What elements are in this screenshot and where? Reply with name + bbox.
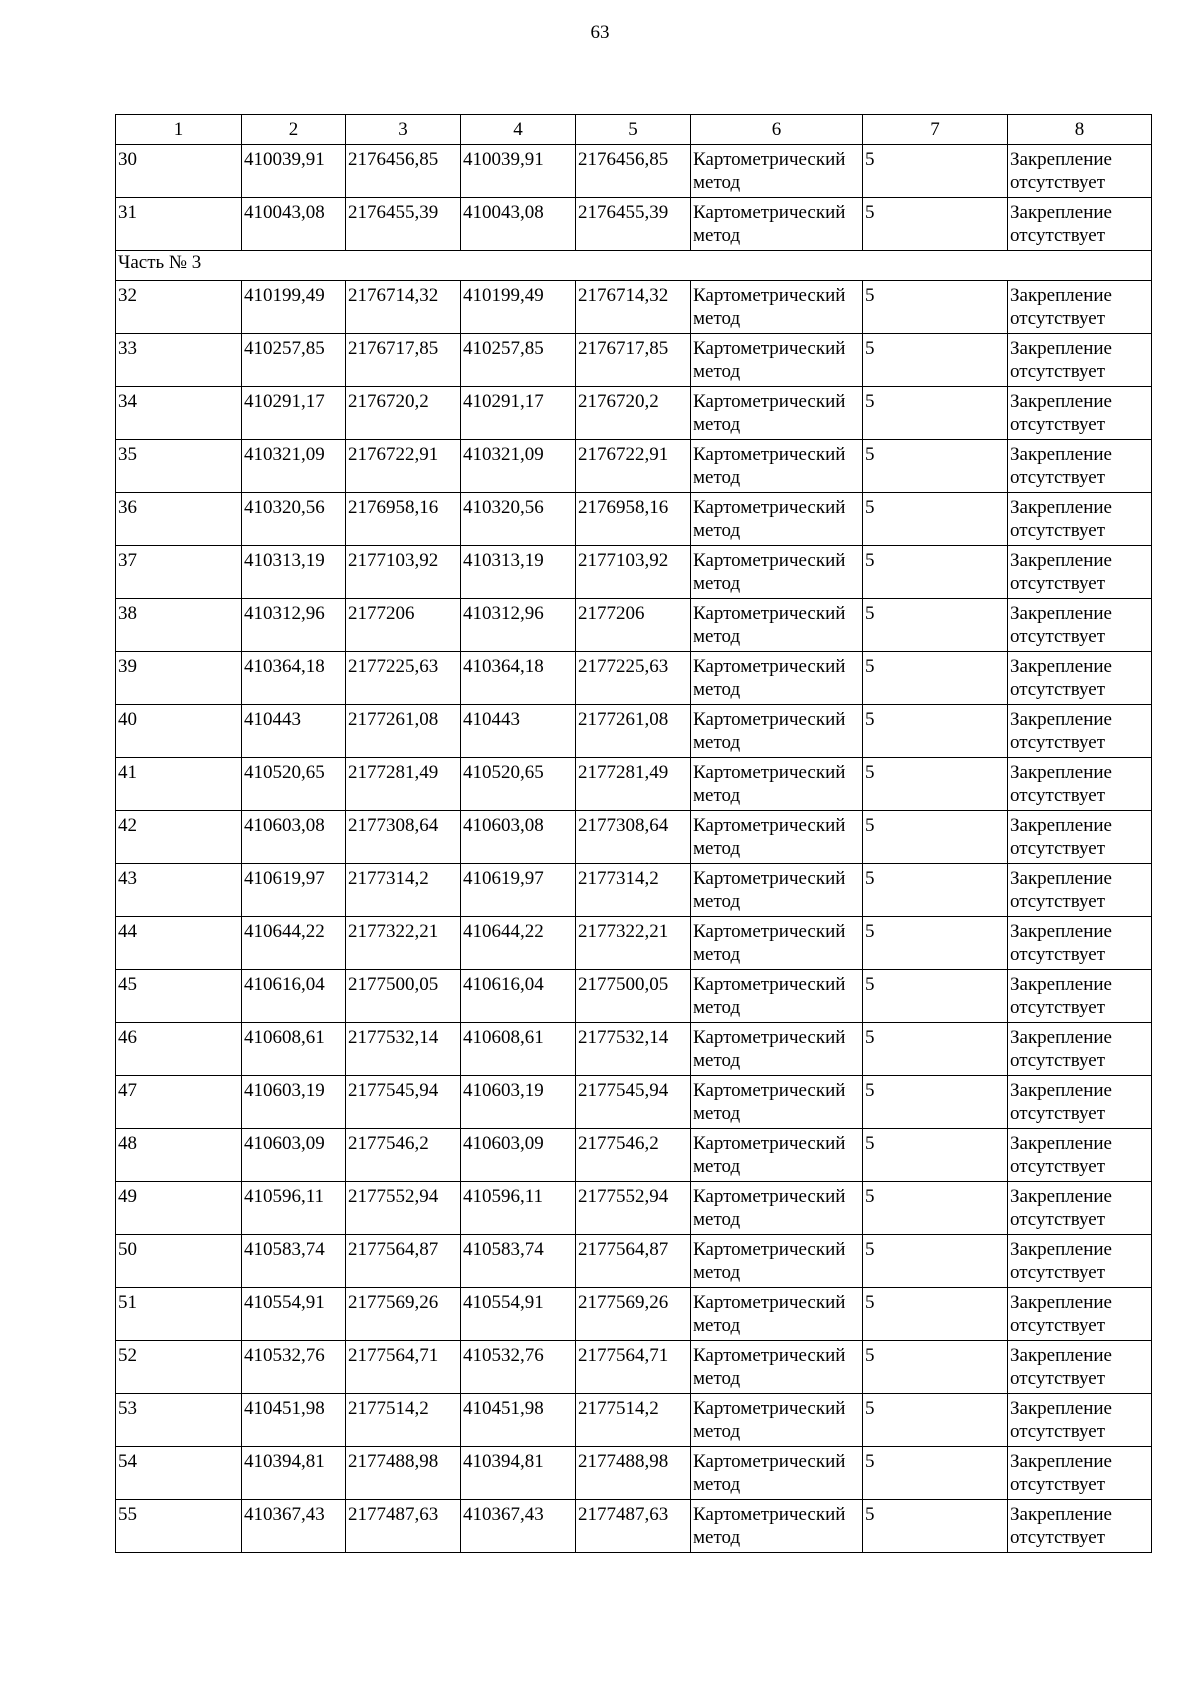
method-cell: Картометрический метод xyxy=(691,546,863,599)
method-cell: Картометрический метод xyxy=(691,599,863,652)
table-row xyxy=(116,652,1152,705)
point-number-cell: 52 xyxy=(116,1341,242,1394)
point-number-cell: 45 xyxy=(116,970,242,1023)
fixation-cell: Закрепление отсутствует xyxy=(1008,705,1152,758)
point-number-cell: 30 xyxy=(116,145,242,198)
point-number-cell: 42 xyxy=(116,811,242,864)
table-row xyxy=(116,145,1152,198)
fixation-cell: Закрепление отсутствует xyxy=(1008,1288,1152,1341)
y-coordinate-cell: 2176455,39 xyxy=(576,198,691,251)
accuracy-cell: 5 xyxy=(863,1500,1008,1553)
y-coordinate-cell: 2176714,32 xyxy=(576,281,691,334)
x-coordinate-cell: 410619,97 xyxy=(461,864,576,917)
point-number-cell: 36 xyxy=(116,493,242,546)
x-coordinate-cell: 410039,91 xyxy=(461,145,576,198)
method-cell: Картометрический метод xyxy=(691,864,863,917)
x-coordinate-cell: 410199,49 xyxy=(242,281,346,334)
y-coordinate-cell: 2177546,2 xyxy=(576,1129,691,1182)
method-cell: Картометрический метод xyxy=(691,440,863,493)
table-row xyxy=(116,1341,1152,1394)
table-header-row xyxy=(116,115,1152,145)
method-cell: Картометрический метод xyxy=(691,705,863,758)
accuracy-cell: 5 xyxy=(863,440,1008,493)
accuracy-cell: 5 xyxy=(863,599,1008,652)
table-row xyxy=(116,1076,1152,1129)
y-coordinate-cell: 2177314,2 xyxy=(576,864,691,917)
x-coordinate-cell: 410443 xyxy=(461,705,576,758)
y-coordinate-cell: 2176717,85 xyxy=(576,334,691,387)
x-coordinate-cell: 410532,76 xyxy=(461,1341,576,1394)
point-number-cell: 53 xyxy=(116,1394,242,1447)
fixation-cell: Закрепление отсутствует xyxy=(1008,198,1152,251)
y-coordinate-cell: 2176958,16 xyxy=(576,493,691,546)
x-coordinate-cell: 410644,22 xyxy=(461,917,576,970)
method-cell: Картометрический метод xyxy=(691,970,863,1023)
point-number-cell: 39 xyxy=(116,652,242,705)
accuracy-cell: 5 xyxy=(863,1288,1008,1341)
y-coordinate-cell: 2177564,71 xyxy=(346,1341,461,1394)
method-cell: Картометрический метод xyxy=(691,1288,863,1341)
y-coordinate-cell: 2177103,92 xyxy=(346,546,461,599)
table-row xyxy=(116,198,1152,251)
y-coordinate-cell: 2177569,26 xyxy=(346,1288,461,1341)
point-number-cell: 55 xyxy=(116,1500,242,1553)
y-coordinate-cell: 2177552,94 xyxy=(346,1182,461,1235)
fixation-cell: Закрепление отсутствует xyxy=(1008,440,1152,493)
column-header: 8 xyxy=(1008,115,1152,145)
section-row xyxy=(116,251,1152,281)
y-coordinate-cell: 2177308,64 xyxy=(576,811,691,864)
accuracy-cell: 5 xyxy=(863,281,1008,334)
y-coordinate-cell: 2177532,14 xyxy=(346,1023,461,1076)
x-coordinate-cell: 410443 xyxy=(242,705,346,758)
accuracy-cell: 5 xyxy=(863,546,1008,599)
x-coordinate-cell: 410520,65 xyxy=(242,758,346,811)
column-header: 3 xyxy=(346,115,461,145)
y-coordinate-cell: 2176456,85 xyxy=(576,145,691,198)
y-coordinate-cell: 2177487,63 xyxy=(576,1500,691,1553)
x-coordinate-cell: 410257,85 xyxy=(461,334,576,387)
method-cell: Картометрический метод xyxy=(691,387,863,440)
x-coordinate-cell: 410291,17 xyxy=(242,387,346,440)
y-coordinate-cell: 2176714,32 xyxy=(346,281,461,334)
fixation-cell: Закрепление отсутствует xyxy=(1008,864,1152,917)
accuracy-cell: 5 xyxy=(863,493,1008,546)
y-coordinate-cell: 2177514,2 xyxy=(576,1394,691,1447)
x-coordinate-cell: 410583,74 xyxy=(461,1235,576,1288)
column-header: 6 xyxy=(691,115,863,145)
fixation-cell: Закрепление отсутствует xyxy=(1008,1500,1152,1553)
accuracy-cell: 5 xyxy=(863,387,1008,440)
column-header: 7 xyxy=(863,115,1008,145)
point-number-cell: 37 xyxy=(116,546,242,599)
y-coordinate-cell: 2177552,94 xyxy=(576,1182,691,1235)
y-coordinate-cell: 2177206 xyxy=(346,599,461,652)
point-number-cell: 50 xyxy=(116,1235,242,1288)
accuracy-cell: 5 xyxy=(863,145,1008,198)
accuracy-cell: 5 xyxy=(863,1076,1008,1129)
y-coordinate-cell: 2176717,85 xyxy=(346,334,461,387)
method-cell: Картометрический метод xyxy=(691,334,863,387)
accuracy-cell: 5 xyxy=(863,1235,1008,1288)
accuracy-cell: 5 xyxy=(863,1447,1008,1500)
x-coordinate-cell: 410199,49 xyxy=(461,281,576,334)
method-cell: Картометрический метод xyxy=(691,1341,863,1394)
table-row xyxy=(116,1447,1152,1500)
table-row xyxy=(116,493,1152,546)
x-coordinate-cell: 410321,09 xyxy=(242,440,346,493)
table-row xyxy=(116,917,1152,970)
fixation-cell: Закрепление отсутствует xyxy=(1008,917,1152,970)
y-coordinate-cell: 2176720,2 xyxy=(576,387,691,440)
method-cell: Картометрический метод xyxy=(691,1076,863,1129)
y-coordinate-cell: 2177500,05 xyxy=(576,970,691,1023)
accuracy-cell: 5 xyxy=(863,864,1008,917)
method-cell: Картометрический метод xyxy=(691,1023,863,1076)
y-coordinate-cell: 2177308,64 xyxy=(346,811,461,864)
x-coordinate-cell: 410596,11 xyxy=(461,1182,576,1235)
point-number-cell: 32 xyxy=(116,281,242,334)
fixation-cell: Закрепление отсутствует xyxy=(1008,1182,1152,1235)
x-coordinate-cell: 410367,43 xyxy=(242,1500,346,1553)
coordinates-table xyxy=(115,114,1152,1553)
accuracy-cell: 5 xyxy=(863,1394,1008,1447)
x-coordinate-cell: 410603,08 xyxy=(461,811,576,864)
table-row xyxy=(116,758,1152,811)
y-coordinate-cell: 2177564,87 xyxy=(576,1235,691,1288)
y-coordinate-cell: 2177488,98 xyxy=(346,1447,461,1500)
accuracy-cell: 5 xyxy=(863,1023,1008,1076)
point-number-cell: 44 xyxy=(116,917,242,970)
y-coordinate-cell: 2177322,21 xyxy=(576,917,691,970)
y-coordinate-cell: 2177514,2 xyxy=(346,1394,461,1447)
accuracy-cell: 5 xyxy=(863,1341,1008,1394)
table-row xyxy=(116,1500,1152,1553)
fixation-cell: Закрепление отсутствует xyxy=(1008,1447,1152,1500)
y-coordinate-cell: 2177225,63 xyxy=(576,652,691,705)
x-coordinate-cell: 410313,19 xyxy=(242,546,346,599)
x-coordinate-cell: 410616,04 xyxy=(461,970,576,1023)
x-coordinate-cell: 410364,18 xyxy=(461,652,576,705)
fixation-cell: Закрепление отсутствует xyxy=(1008,1076,1152,1129)
x-coordinate-cell: 410583,74 xyxy=(242,1235,346,1288)
y-coordinate-cell: 2177564,87 xyxy=(346,1235,461,1288)
x-coordinate-cell: 410603,08 xyxy=(242,811,346,864)
fixation-cell: Закрепление отсутствует xyxy=(1008,387,1152,440)
fixation-cell: Закрепление отсутствует xyxy=(1008,970,1152,1023)
table-row xyxy=(116,599,1152,652)
y-coordinate-cell: 2177261,08 xyxy=(346,705,461,758)
accuracy-cell: 5 xyxy=(863,811,1008,864)
table-row xyxy=(116,546,1152,599)
x-coordinate-cell: 410320,56 xyxy=(242,493,346,546)
x-coordinate-cell: 410532,76 xyxy=(242,1341,346,1394)
fixation-cell: Закрепление отсутствует xyxy=(1008,758,1152,811)
table-row xyxy=(116,387,1152,440)
column-header: 1 xyxy=(116,115,242,145)
point-number-cell: 43 xyxy=(116,864,242,917)
accuracy-cell: 5 xyxy=(863,917,1008,970)
method-cell: Картометрический метод xyxy=(691,145,863,198)
section-label: Часть № 3 xyxy=(116,251,1152,281)
x-coordinate-cell: 410644,22 xyxy=(242,917,346,970)
table-row xyxy=(116,1394,1152,1447)
column-header: 5 xyxy=(576,115,691,145)
table-row xyxy=(116,1235,1152,1288)
table-row xyxy=(116,440,1152,493)
y-coordinate-cell: 2177569,26 xyxy=(576,1288,691,1341)
table-row xyxy=(116,811,1152,864)
y-coordinate-cell: 2176722,91 xyxy=(576,440,691,493)
x-coordinate-cell: 410603,19 xyxy=(461,1076,576,1129)
point-number-cell: 31 xyxy=(116,198,242,251)
fixation-cell: Закрепление отсутствует xyxy=(1008,811,1152,864)
y-coordinate-cell: 2176720,2 xyxy=(346,387,461,440)
y-coordinate-cell: 2177545,94 xyxy=(346,1076,461,1129)
point-number-cell: 51 xyxy=(116,1288,242,1341)
fixation-cell: Закрепление отсутствует xyxy=(1008,599,1152,652)
table-row xyxy=(116,334,1152,387)
fixation-cell: Закрепление отсутствует xyxy=(1008,334,1152,387)
y-coordinate-cell: 2177564,71 xyxy=(576,1341,691,1394)
point-number-cell: 46 xyxy=(116,1023,242,1076)
x-coordinate-cell: 410257,85 xyxy=(242,334,346,387)
table-row xyxy=(116,970,1152,1023)
table-row xyxy=(116,1129,1152,1182)
y-coordinate-cell: 2176722,91 xyxy=(346,440,461,493)
method-cell: Картометрический метод xyxy=(691,1182,863,1235)
fixation-cell: Закрепление отсутствует xyxy=(1008,1129,1152,1182)
fixation-cell: Закрепление отсутствует xyxy=(1008,281,1152,334)
point-number-cell: 38 xyxy=(116,599,242,652)
fixation-cell: Закрепление отсутствует xyxy=(1008,1394,1152,1447)
x-coordinate-cell: 410451,98 xyxy=(461,1394,576,1447)
method-cell: Картометрический метод xyxy=(691,493,863,546)
point-number-cell: 33 xyxy=(116,334,242,387)
x-coordinate-cell: 410043,08 xyxy=(242,198,346,251)
accuracy-cell: 5 xyxy=(863,1182,1008,1235)
fixation-cell: Закрепление отсутствует xyxy=(1008,493,1152,546)
x-coordinate-cell: 410364,18 xyxy=(242,652,346,705)
y-coordinate-cell: 2177500,05 xyxy=(346,970,461,1023)
accuracy-cell: 5 xyxy=(863,334,1008,387)
column-header: 4 xyxy=(461,115,576,145)
point-number-cell: 54 xyxy=(116,1447,242,1500)
x-coordinate-cell: 410603,19 xyxy=(242,1076,346,1129)
x-coordinate-cell: 410394,81 xyxy=(242,1447,346,1500)
y-coordinate-cell: 2177281,49 xyxy=(346,758,461,811)
y-coordinate-cell: 2177225,63 xyxy=(346,652,461,705)
x-coordinate-cell: 410291,17 xyxy=(461,387,576,440)
fixation-cell: Закрепление отсутствует xyxy=(1008,145,1152,198)
x-coordinate-cell: 410367,43 xyxy=(461,1500,576,1553)
accuracy-cell: 5 xyxy=(863,1129,1008,1182)
table-row xyxy=(116,1288,1152,1341)
x-coordinate-cell: 410603,09 xyxy=(242,1129,346,1182)
method-cell: Картометрический метод xyxy=(691,652,863,705)
y-coordinate-cell: 2176958,16 xyxy=(346,493,461,546)
y-coordinate-cell: 2177281,49 xyxy=(576,758,691,811)
accuracy-cell: 5 xyxy=(863,970,1008,1023)
point-number-cell: 49 xyxy=(116,1182,242,1235)
page-number: 63 xyxy=(590,22,610,43)
method-cell: Картометрический метод xyxy=(691,811,863,864)
x-coordinate-cell: 410320,56 xyxy=(461,493,576,546)
method-cell: Картометрический метод xyxy=(691,1447,863,1500)
x-coordinate-cell: 410321,09 xyxy=(461,440,576,493)
y-coordinate-cell: 2177322,21 xyxy=(346,917,461,970)
x-coordinate-cell: 410451,98 xyxy=(242,1394,346,1447)
x-coordinate-cell: 410603,09 xyxy=(461,1129,576,1182)
x-coordinate-cell: 410312,96 xyxy=(461,599,576,652)
x-coordinate-cell: 410313,19 xyxy=(461,546,576,599)
y-coordinate-cell: 2176456,85 xyxy=(346,145,461,198)
y-coordinate-cell: 2177545,94 xyxy=(576,1076,691,1129)
y-coordinate-cell: 2176455,39 xyxy=(346,198,461,251)
y-coordinate-cell: 2177261,08 xyxy=(576,705,691,758)
table-row xyxy=(116,1182,1152,1235)
accuracy-cell: 5 xyxy=(863,198,1008,251)
x-coordinate-cell: 410554,91 xyxy=(242,1288,346,1341)
y-coordinate-cell: 2177103,92 xyxy=(576,546,691,599)
accuracy-cell: 5 xyxy=(863,758,1008,811)
point-number-cell: 41 xyxy=(116,758,242,811)
x-coordinate-cell: 410394,81 xyxy=(461,1447,576,1500)
x-coordinate-cell: 410043,08 xyxy=(461,198,576,251)
x-coordinate-cell: 410616,04 xyxy=(242,970,346,1023)
point-number-cell: 34 xyxy=(116,387,242,440)
method-cell: Картометрический метод xyxy=(691,198,863,251)
fixation-cell: Закрепление отсутствует xyxy=(1008,1023,1152,1076)
table-row xyxy=(116,864,1152,917)
table-row xyxy=(116,281,1152,334)
point-number-cell: 47 xyxy=(116,1076,242,1129)
method-cell: Картометрический метод xyxy=(691,281,863,334)
y-coordinate-cell: 2177546,2 xyxy=(346,1129,461,1182)
y-coordinate-cell: 2177206 xyxy=(576,599,691,652)
x-coordinate-cell: 410039,91 xyxy=(242,145,346,198)
fixation-cell: Закрепление отсутствует xyxy=(1008,652,1152,705)
x-coordinate-cell: 410312,96 xyxy=(242,599,346,652)
fixation-cell: Закрепление отсутствует xyxy=(1008,1341,1152,1394)
y-coordinate-cell: 2177487,63 xyxy=(346,1500,461,1553)
method-cell: Картометрический метод xyxy=(691,1129,863,1182)
method-cell: Картометрический метод xyxy=(691,1394,863,1447)
point-number-cell: 40 xyxy=(116,705,242,758)
y-coordinate-cell: 2177488,98 xyxy=(576,1447,691,1500)
method-cell: Картометрический метод xyxy=(691,917,863,970)
method-cell: Картометрический метод xyxy=(691,1500,863,1553)
point-number-cell: 35 xyxy=(116,440,242,493)
x-coordinate-cell: 410520,65 xyxy=(461,758,576,811)
table-body xyxy=(116,145,1152,1553)
x-coordinate-cell: 410608,61 xyxy=(461,1023,576,1076)
y-coordinate-cell: 2177314,2 xyxy=(346,864,461,917)
method-cell: Картометрический метод xyxy=(691,758,863,811)
x-coordinate-cell: 410596,11 xyxy=(242,1182,346,1235)
x-coordinate-cell: 410554,91 xyxy=(461,1288,576,1341)
table-row xyxy=(116,1023,1152,1076)
table-row xyxy=(116,705,1152,758)
accuracy-cell: 5 xyxy=(863,705,1008,758)
fixation-cell: Закрепление отсутствует xyxy=(1008,1235,1152,1288)
x-coordinate-cell: 410608,61 xyxy=(242,1023,346,1076)
fixation-cell: Закрепление отсутствует xyxy=(1008,546,1152,599)
method-cell: Картометрический метод xyxy=(691,1235,863,1288)
column-header: 2 xyxy=(242,115,346,145)
y-coordinate-cell: 2177532,14 xyxy=(576,1023,691,1076)
accuracy-cell: 5 xyxy=(863,652,1008,705)
point-number-cell: 48 xyxy=(116,1129,242,1182)
x-coordinate-cell: 410619,97 xyxy=(242,864,346,917)
